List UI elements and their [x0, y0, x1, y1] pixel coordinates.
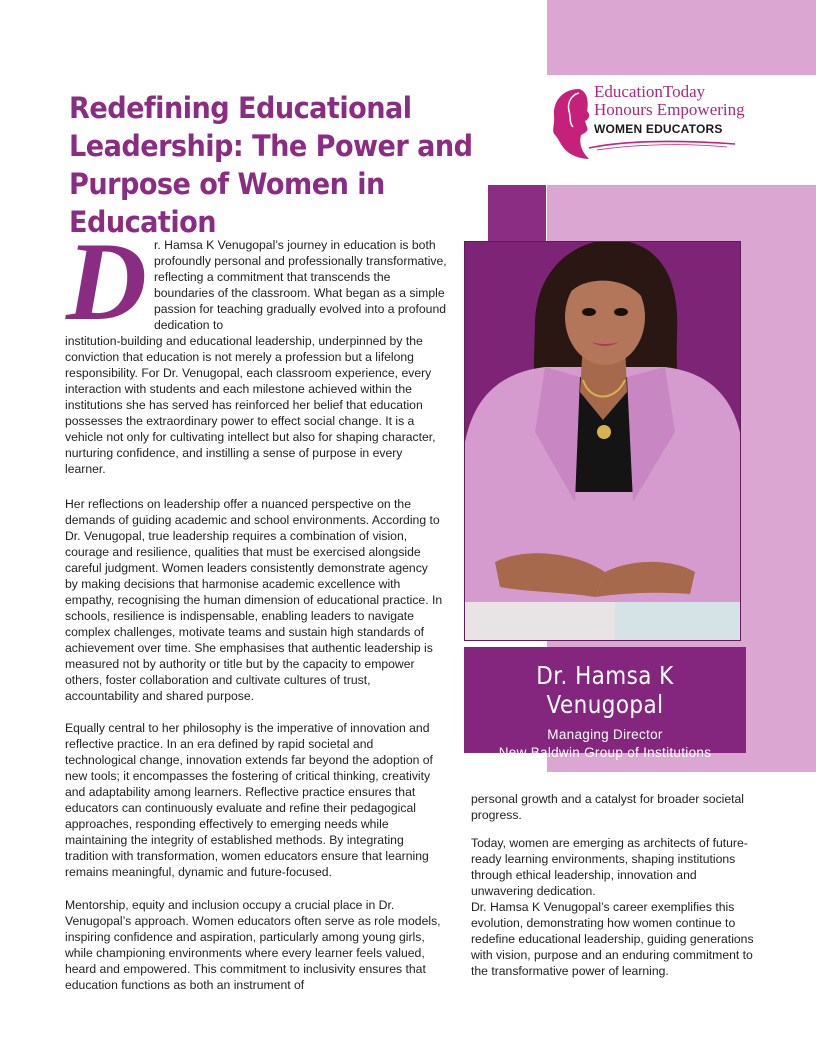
decorative-pink-block-top [547, 0, 816, 75]
paragraph-5a-text: Today, women are emerging as architects of future-ready learning environments, shaping institutions through ethical leadership, innovation and unwavering dedication. [471, 836, 748, 898]
profile-role: Managing Director [547, 727, 663, 742]
paragraph-4-continued [471, 791, 761, 823]
paragraph-5 [471, 835, 761, 979]
paragraph-5b-text: Dr. Hamsa K Venugopal’s career exemplifies this evolution, demonstrating how women continue to redefine educational leadership, guiding generations with vision, purpose and an enduring commitment to the transformative power of learning. [471, 900, 754, 978]
logo-line-education-today: EducationToday [594, 82, 706, 101]
paragraph-2 [65, 496, 443, 704]
paragraph-1-rest-text: institution-building and educational leadership, underpinned by the conviction that education is not merely a profession but a lifelong responsibility. For Dr. Venugopal, each classroom experience, every interaction with students and each milestone achieved within the institutions she has served has reinforced her belief that education possesses the extraordinary power to effect social change. It is a vehicle not only for cultivating intellect but also for shaping character, nurturing confidence, and instilling a sense of purpose in every learner. [65, 334, 436, 476]
logo-line-honours: Honours Empowering [594, 100, 745, 119]
paragraph-3 [65, 720, 443, 880]
paragraph-1-rest [65, 333, 443, 477]
educationtoday-logo [549, 82, 769, 164]
paragraph-4 [65, 897, 443, 993]
profile-organization: New Baldwin Group of Institutions [498, 745, 712, 760]
drop-cap: D [66, 220, 147, 344]
paragraph-1-lead [154, 237, 454, 333]
paragraph-4-continued-text: personal growth and a catalyst for broader societal progress. [471, 792, 745, 822]
logo-line-women-educators: WOMEN EDUCATORS [594, 122, 723, 136]
paragraph-3-text: Equally central to her philosophy is the imperative of innovation and reflective practice. In an era defined by rapid societal and technological change, innovation extends far beyond the adoption of new tools; it encompasses the fostering of critical thinking, creativity and adaptability among learners. Reflective practice ensures that educators can continuously evaluate and refine their pedagogical approaches, responding effectively to emerging needs while maintaining the integrity of established methods. By integrating tradition with transformation, women educators ensure that learning remains meaningful, dynamic and future-focused. [65, 721, 433, 879]
portrait-illustration [465, 242, 741, 641]
paragraph-1-lead-text: r. Hamsa K Venugopal’s journey in education is both profoundly personal and professionally transformative, reflecting a commitment that transcends the boundaries of the classroom. What began as a simple passion for teaching gradually evolved into a profound dedication to [154, 238, 447, 332]
logo-swoosh [587, 138, 737, 152]
paragraph-2-text: Her reflections on leadership offer a nuanced perspective on the demands of guiding academic and school environments. According to Dr. Venugopal, true leadership requires a combination of vision, courage and resilience, qualities that must be exercised alongside careful judgment. Women leaders consistently demonstrate agency by making decisions that harmonise academic excellence with empathy, recognising the human dimension of educational practice. In schools, resilience is indispensable, enabling leaders to navigate complex challenges, motivate teams and sustain high standards of achievement over time. She emphasises that authentic leadership is measured not by authority or title but by the capacity to empower others, foster collaboration and cultivate cultures of trust, accountability and shared purpose. [65, 497, 443, 703]
article-title: Redefining Educational Leadership: The Power and Purpose of Women in Education [69, 91, 473, 239]
profile-name-card [464, 647, 746, 760]
paragraph-4-text: Mentorship, equity and inclusion occupy a crucial place in Dr. Venugopal’s approach. Women educators often serve as role models, inspiring confidence and aspiration, particularly among young girls, while championing environments where every learner feels valued, heard and empowered. This commitment to inclusivity ensures that education functions as both an instrument of [65, 898, 441, 992]
profile-name: Dr. Hamsa K Venugopal [536, 661, 674, 719]
portrait-photo [464, 241, 741, 641]
